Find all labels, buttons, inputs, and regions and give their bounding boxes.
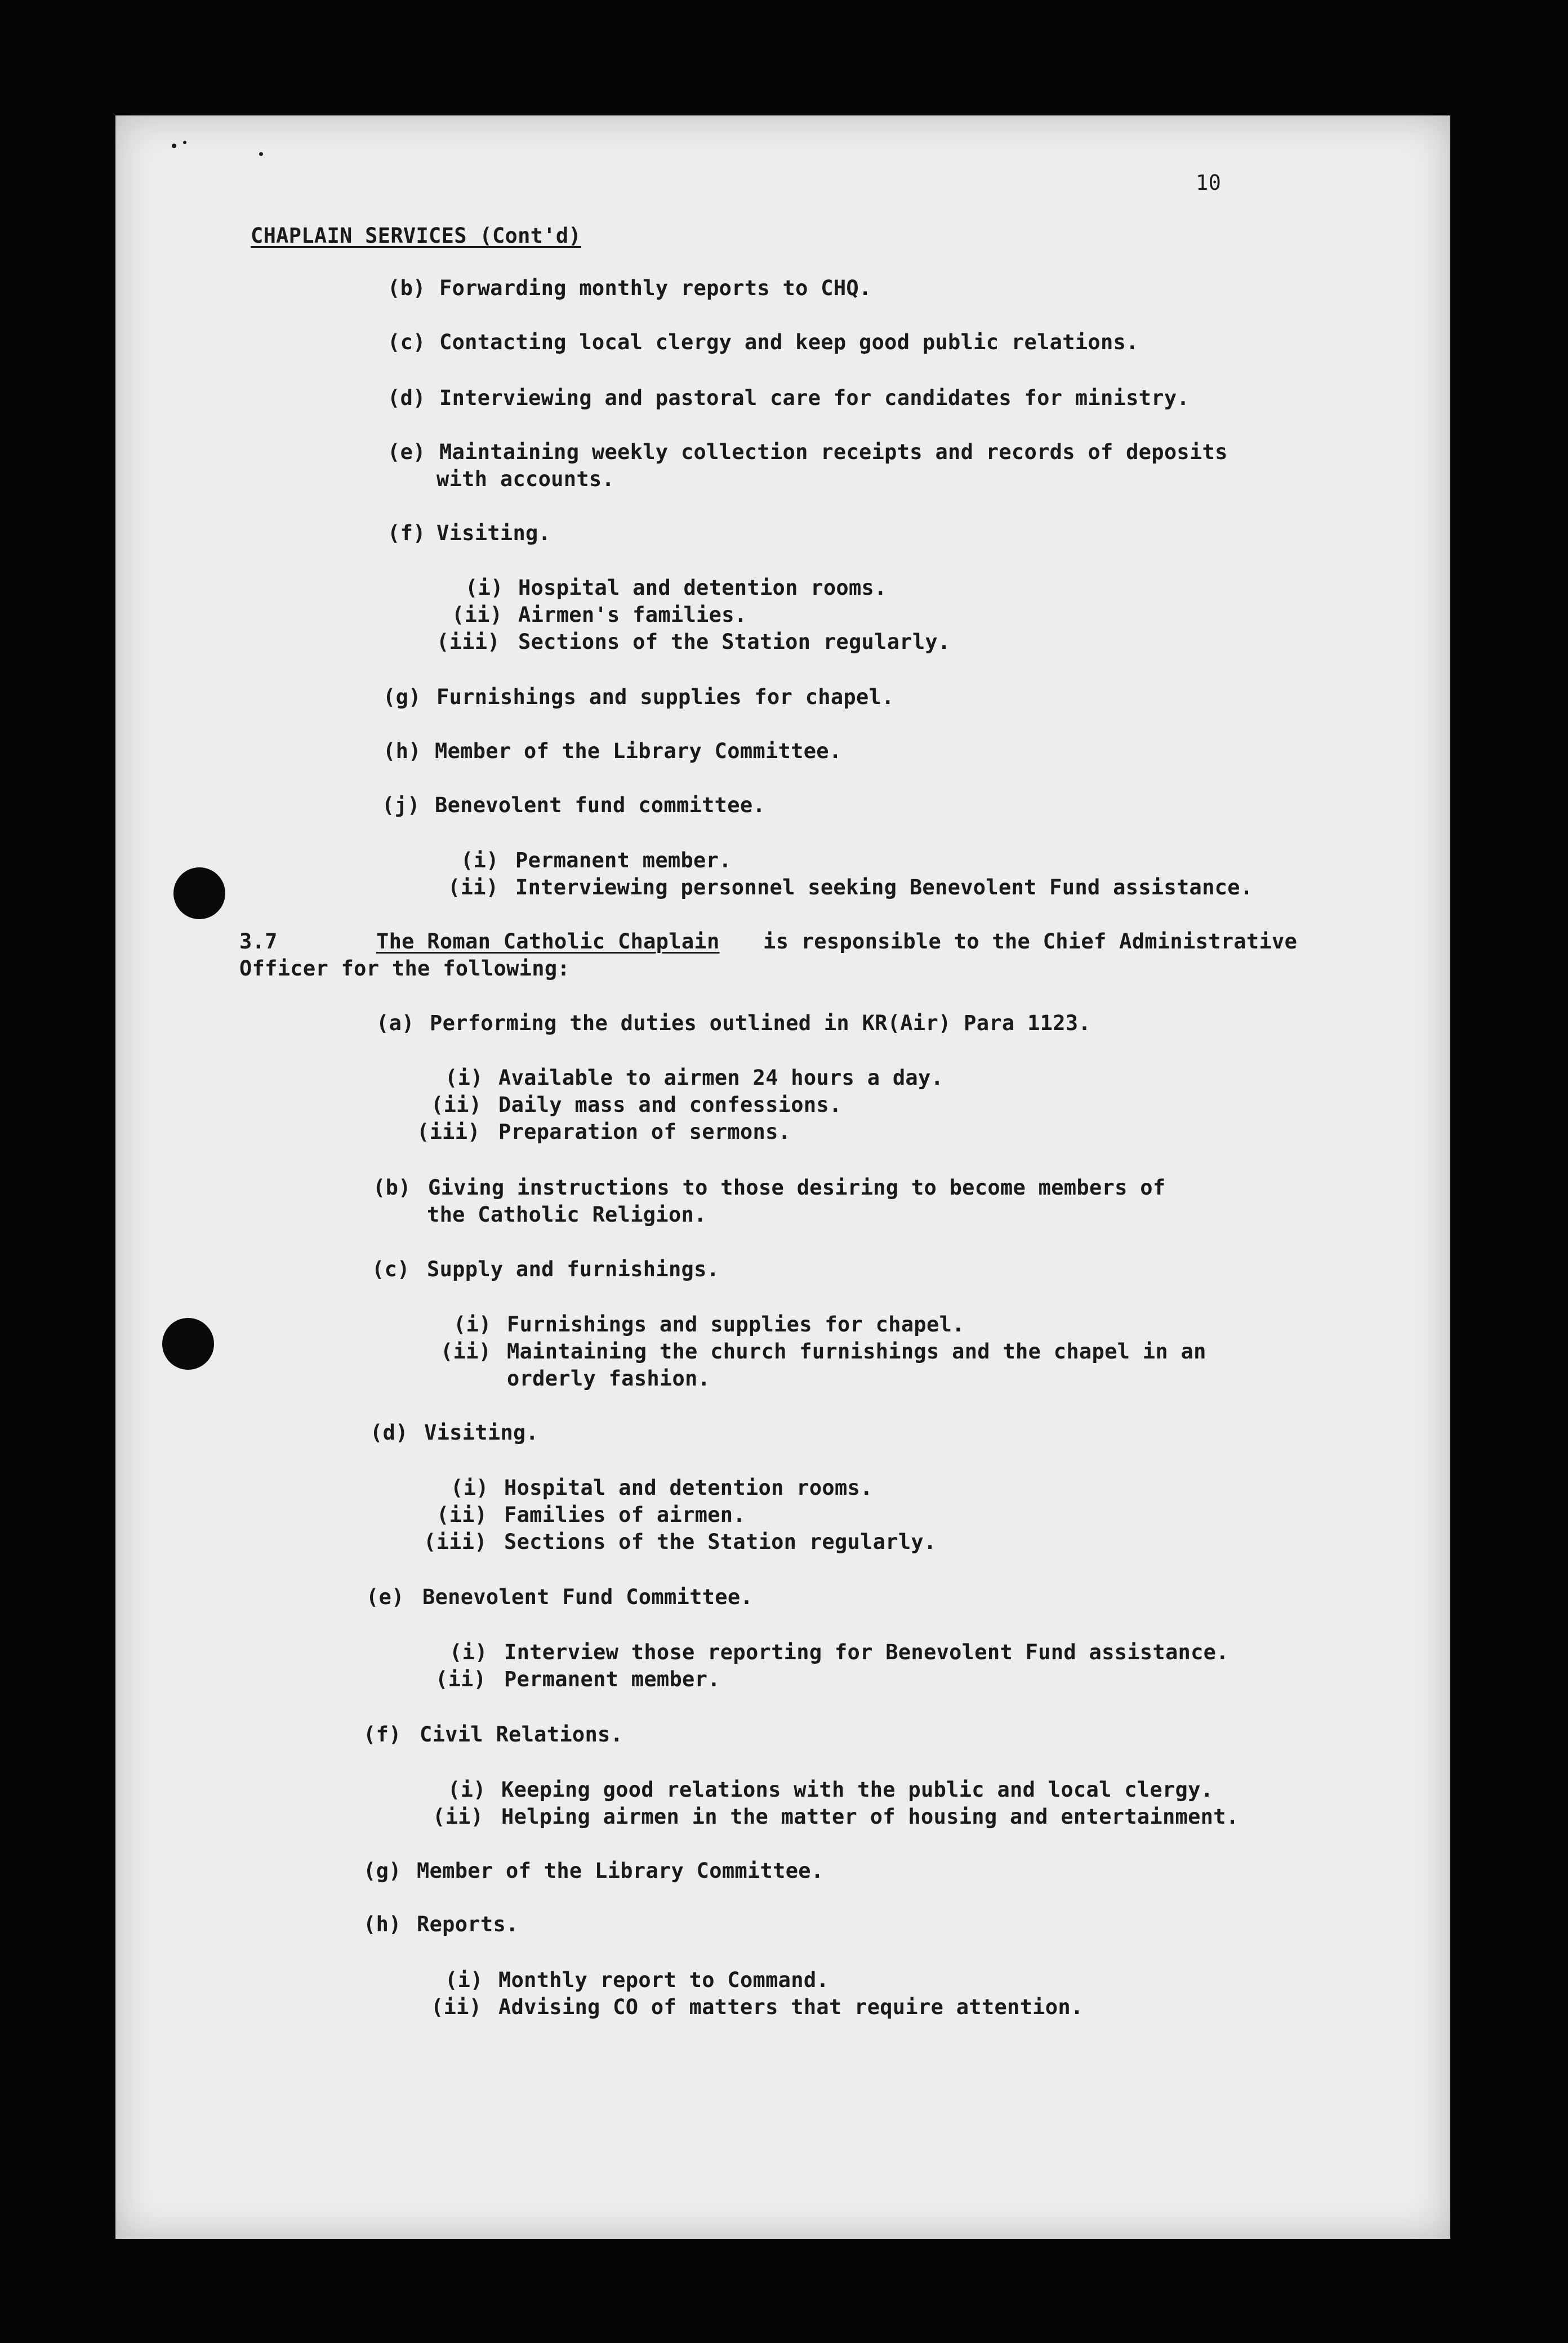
list-item: Visiting. xyxy=(436,521,551,545)
list-label: (j) xyxy=(382,793,420,817)
punch-hole-upper xyxy=(173,867,225,919)
section-title: The Roman Catholic Chaplain xyxy=(376,929,720,954)
sublist-label: (iii) xyxy=(436,630,500,654)
sublist-item: Helping airmen in the matter of housing and entertainment. xyxy=(501,1805,1239,1829)
sublist-label: (i) xyxy=(445,1066,483,1090)
sublist-label: (ii) xyxy=(435,1667,487,1691)
sublist-item: Furnishings and supplies for chapel. xyxy=(507,1312,965,1337)
sublist-item: Preparation of sermons. xyxy=(498,1120,791,1144)
sublist-label: (i) xyxy=(451,1476,489,1500)
sublist-item: Airmen's families. xyxy=(518,603,747,627)
list-item: Furnishings and supplies for chapel. xyxy=(436,685,894,709)
sublist-label: (ii) xyxy=(431,1995,482,2019)
speck-mark xyxy=(183,141,186,144)
list-label: (h) xyxy=(383,739,421,763)
sublist-label: (ii) xyxy=(433,1805,484,1829)
list-item-continued: with accounts. xyxy=(436,467,615,491)
sublist-label: (iii) xyxy=(417,1120,480,1144)
sublist-item: Available to airmen 24 hours a day. xyxy=(498,1066,944,1090)
list-item: Performing the duties outlined in KR(Air) Para 1123. xyxy=(430,1011,1091,1035)
sublist-item: Interviewing personnel seeking Benevolent Fund assistance. xyxy=(515,875,1253,899)
list-item: Visiting. xyxy=(424,1420,539,1445)
sublist-item: Hospital and detention rooms. xyxy=(518,576,887,600)
sublist-item: Sections of the Station regularly. xyxy=(518,630,951,654)
list-label: (e) xyxy=(387,440,426,464)
speck-mark xyxy=(172,144,176,148)
list-item: Interviewing and pastoral care for candidates for ministry. xyxy=(439,386,1190,410)
list-label: (c) xyxy=(387,330,426,354)
list-label: (c) xyxy=(372,1257,410,1281)
section-heading: CHAPLAIN SERVICES (Cont'd) xyxy=(251,224,581,248)
list-label: (e) xyxy=(366,1585,404,1609)
sublist-label: (i) xyxy=(461,848,499,872)
sublist-item: Interview those reporting for Benevolent Fund assistance. xyxy=(504,1640,1229,1664)
list-item: Contacting local clergy and keep good public relations. xyxy=(439,330,1139,354)
sublist-label: (iii) xyxy=(424,1530,487,1554)
list-item: Benevolent fund committee. xyxy=(435,793,765,817)
sublist-item: Families of airmen. xyxy=(504,1503,746,1527)
sublist-label: (i) xyxy=(453,1312,492,1337)
sublist-item: Permanent member. xyxy=(515,848,732,872)
list-item: Maintaining weekly collection receipts and records of deposits xyxy=(439,440,1228,464)
sublist-item: Maintaining the church furnishings and the chapel in an xyxy=(507,1339,1206,1364)
list-label: (g) xyxy=(363,1859,402,1883)
list-label: (a) xyxy=(376,1011,415,1035)
sublist-label: (ii) xyxy=(440,1339,492,1364)
sublist-item: Hospital and detention rooms. xyxy=(504,1476,873,1500)
sublist-label: (i) xyxy=(448,1778,486,1802)
list-label: (f) xyxy=(363,1722,402,1747)
sublist-label: (ii) xyxy=(431,1093,482,1117)
sublist-label: (i) xyxy=(449,1640,488,1664)
list-item: Forwarding monthly reports to CHQ. xyxy=(439,276,872,300)
list-label: (b) xyxy=(373,1175,411,1200)
sublist-label: (i) xyxy=(465,576,504,600)
list-item: Benevolent Fund Committee. xyxy=(422,1585,753,1609)
punch-hole-lower xyxy=(162,1318,214,1370)
sublist-label: (i) xyxy=(445,1968,483,1992)
list-item: Supply and furnishings. xyxy=(427,1257,720,1281)
list-label: (d) xyxy=(370,1420,408,1445)
list-item: Member of the Library Committee. xyxy=(435,739,842,763)
sublist-item: Sections of the Station regularly. xyxy=(504,1530,937,1554)
list-label: (g) xyxy=(383,685,421,709)
sublist-label: (ii) xyxy=(452,603,503,627)
list-label: (h) xyxy=(363,1912,402,1936)
section-text-continued: Officer for the following: xyxy=(239,956,570,981)
sublist-item: Daily mass and confessions. xyxy=(498,1093,842,1117)
speck-mark xyxy=(259,152,263,156)
list-label: (f) xyxy=(387,521,426,545)
list-item: Civil Relations. xyxy=(420,1722,623,1747)
list-item: Giving instructions to those desiring to become members of xyxy=(428,1175,1166,1200)
page-number: 10 xyxy=(1196,171,1222,195)
sublist-item-continued: orderly fashion. xyxy=(507,1366,711,1391)
sublist-label: (ii) xyxy=(448,875,499,899)
sublist-item: Advising CO of matters that require attention. xyxy=(498,1995,1084,2019)
list-label: (b) xyxy=(387,276,426,300)
list-item: Member of the Library Committee. xyxy=(417,1859,824,1883)
section-text: is responsible to the Chief Administrative xyxy=(763,929,1298,954)
list-item: Reports. xyxy=(417,1912,519,1936)
sublist-item: Keeping good relations with the public and local clergy. xyxy=(501,1778,1214,1802)
list-label: (d) xyxy=(387,386,426,410)
sublist-item: Permanent member. xyxy=(504,1667,720,1691)
list-item-continued: the Catholic Religion. xyxy=(427,1202,707,1227)
sublist-item: Monthly report to Command. xyxy=(498,1968,829,1992)
section-number: 3.7 xyxy=(239,929,278,954)
sublist-label: (ii) xyxy=(436,1503,488,1527)
